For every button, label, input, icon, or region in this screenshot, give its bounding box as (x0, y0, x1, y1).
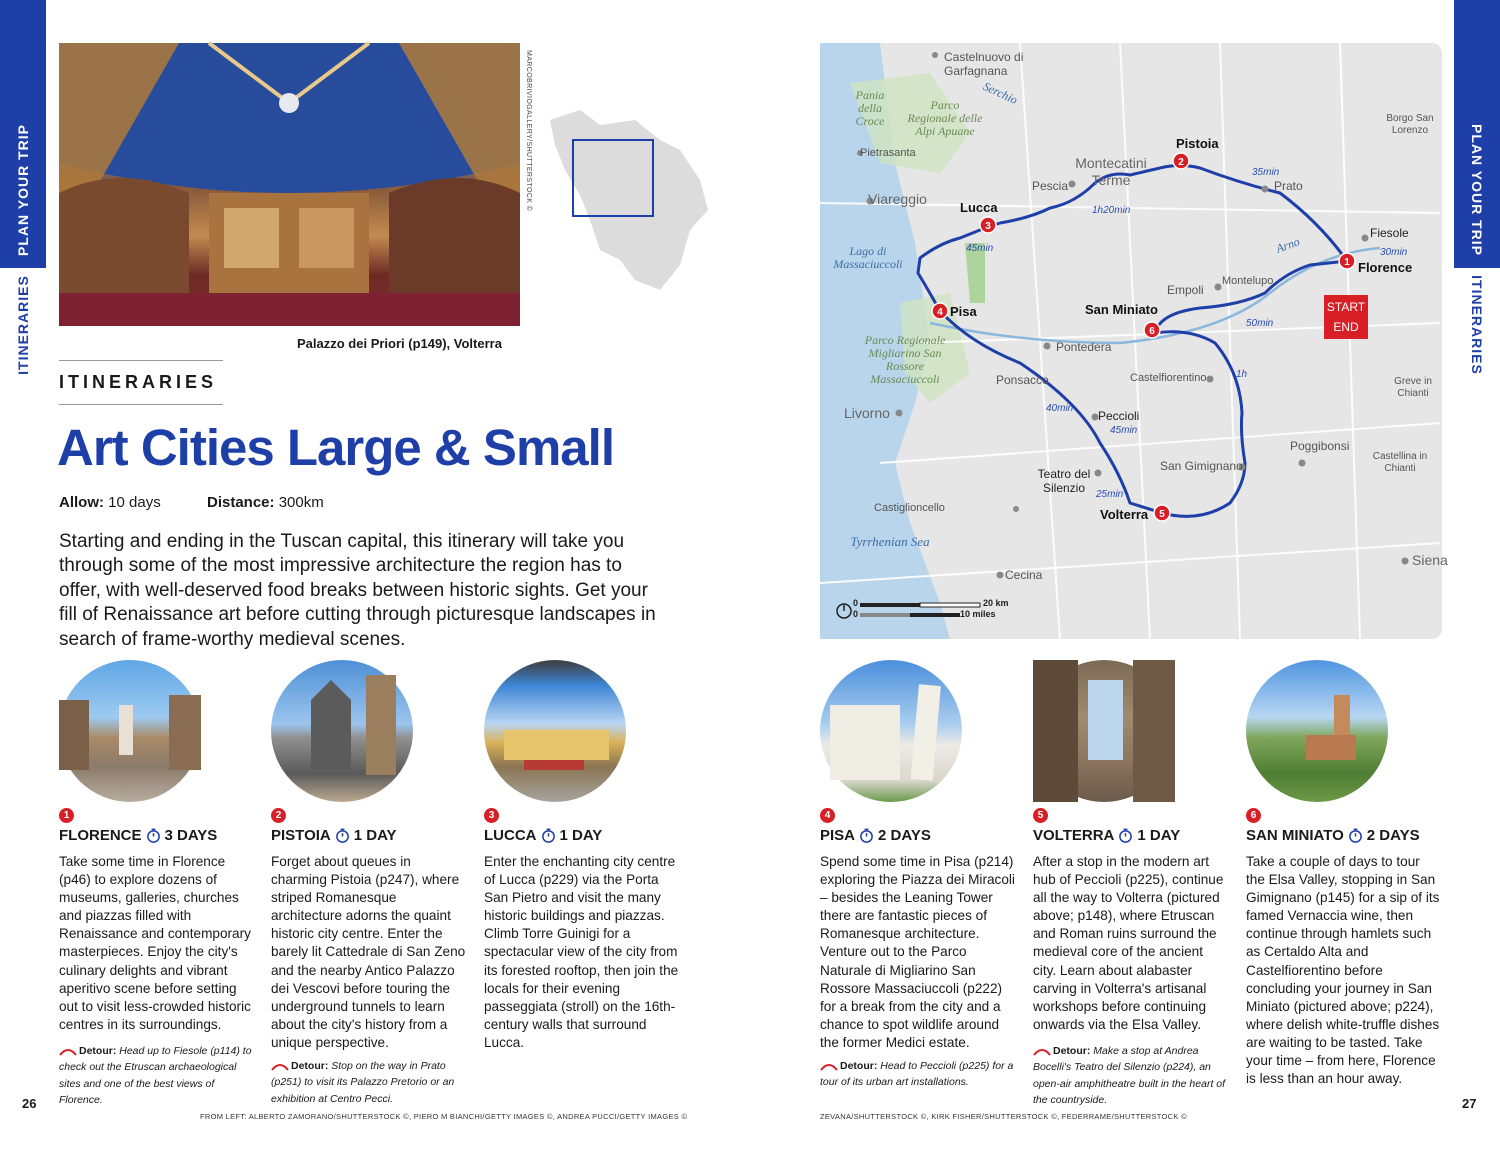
scale-km-zero: 0 (853, 598, 859, 608)
label-cecina: Cecina (1005, 568, 1043, 582)
label-castelfiorentino: Castelfiorentino (1130, 372, 1207, 384)
san-miniato-photo (1246, 660, 1388, 802)
stop-description: Forget about queues in charming Pistoia (p247), where striped Romanesque architecture adorns the quaint historic city centre. Enter the barely lit Cattedrale di San Zeno and the nearby Antico Palazzo dei Vescovi before touring the underground tunnels to learn about the city's history from a unique perspective. (271, 854, 466, 1050)
stop-number: 5 (1033, 808, 1048, 823)
intro-paragraph: Starting and ending in the Tuscan capital, this itinerary will take you through some of the most impressive architecture the region has to offer, with well-deserved food breaks between historic sights. Get your fill of Renaissance art before cutting through picturesque landscapes in search of frame-worthy medieval scenes. (59, 531, 656, 650)
stop-heading: FLORENCE 3 DAYS (59, 827, 218, 844)
label-livorno: Livorno (844, 405, 890, 421)
detour-icon (271, 1062, 289, 1071)
stop-florence (59, 660, 259, 1106)
detour-icon (1033, 1047, 1051, 1056)
label-empoli: Empoli (1167, 283, 1204, 297)
label-parco-migliarino: Parco Regionale Migliarino San Rossore Massaciuccoli (864, 333, 946, 386)
stop-heading: VOLTERRA 1 DAY (1033, 827, 1181, 844)
time-label: 25min (1096, 489, 1124, 500)
hero-photo-palazzo (59, 43, 520, 326)
label-volterra: Volterra (1100, 507, 1149, 522)
label-ponsacco: Ponsacco (996, 373, 1049, 387)
stop-number: 1 (59, 808, 74, 823)
distance-info: Distance: 300km (207, 494, 324, 511)
hero-photo-credit: MARCOBRIVIOGALLERY/SHUTTERSTOCK © (525, 50, 532, 212)
side-tab-plan: PLAN YOUR TRIP (15, 124, 32, 256)
svg-text:2: 2 (1178, 157, 1184, 168)
label-siena: Siena (1412, 552, 1448, 568)
label-san-miniato: San Miniato (1085, 302, 1158, 317)
start-end-badge: START END (1324, 295, 1368, 339)
clock-icon (146, 828, 161, 843)
stop-pisa (820, 660, 1020, 1089)
stop-description: Enter the enchanting city centre of Lucca (p229) via the Porta San Pietro and visit the many historic buildings and piazzas. Climb Torre Guinigi for a spectacular view of the city from its forested rooftop, then join the locals for their evening passeggiata (stroll) on the 16th-century walls that surround Lucca. (484, 854, 679, 1050)
tuscany-locator-map (540, 100, 715, 295)
hero-caption: Palazzo dei Priori (p149), Volterra (297, 336, 502, 351)
page-number-left: 26 (22, 1096, 37, 1111)
label-peccioli: Peccioli (1098, 409, 1140, 423)
stop-heading: PISA 2 DAYS (820, 827, 931, 844)
label-prato: Prato (1274, 179, 1303, 193)
photo-credits-left: FROM LEFT: ALBERTO ZAMORANO/SHUTTERSTOCK ©, PIERO M BIANCHI/GETTY IMAGES ©, ANDREA PUCCI/GETTY IMAGES © (200, 1112, 688, 1121)
right-side-tab (1454, 0, 1500, 1154)
time-label: 45min (966, 243, 994, 254)
svg-text:3: 3 (985, 221, 991, 232)
label-pisa: Pisa (950, 304, 977, 319)
time-label: 35min (1252, 167, 1280, 178)
rule-top (59, 360, 223, 361)
stop-volterra (1033, 660, 1233, 1106)
label-teatro: Teatro del Silenzio (1037, 467, 1091, 495)
scale-mi-label: 10 miles (960, 609, 996, 619)
stop-description: Take some time in Florence (p46) to explore dozens of museums, galleries, churches and piazzas filled with Renaissance and contemporary masterpieces. Enjoy the city's culinary delights and vibrant aperitivo scene before setting out to visit less-crowded historic centres in its surroundings. (59, 854, 251, 1032)
label-pontedera: Pontedera (1056, 340, 1112, 354)
pistoia-photo (271, 660, 413, 802)
label-pistoia: Pistoia (1176, 136, 1219, 151)
label-castiglioncello: Castiglioncello (874, 502, 945, 514)
scale-mi-zero: 0 (853, 609, 859, 619)
scale-km-label: 20 km (983, 598, 1009, 608)
stop-heading: SAN MINIATO 2 DAYS (1246, 827, 1420, 844)
label-pescia: Pescia (1032, 179, 1069, 193)
label-florence: Florence (1358, 260, 1413, 275)
stop-number: 3 (484, 808, 499, 823)
label-tyrrhenian: Tyrrhenian Sea (850, 534, 930, 549)
svg-text:5: 5 (1159, 509, 1165, 520)
time-label: 40min (1046, 403, 1074, 414)
svg-text:4: 4 (937, 307, 943, 318)
florence-photo (59, 660, 201, 802)
label-castellina: Castellina in Chianti (1372, 451, 1428, 474)
label-arno: Arno (1274, 234, 1302, 256)
label-greve: Greve in Chianti (1394, 376, 1432, 399)
stop-detour: Detour: Stop on the way in Prato (p251) to visit its Palazzo Pretorio or an exhibition at Centro Pecci. (271, 1060, 455, 1105)
rule-bottom (59, 404, 223, 405)
stop-pistoia (271, 660, 471, 1105)
stop-heading: PISTOIA 1 DAY (271, 827, 397, 844)
side-tab-itineraries: ITINERARIES (1469, 275, 1485, 375)
photo-credits-right: ZEVANA/SHUTTERSTOCK ©, KIRK FISHER/SHUTTERSTOCK ©, FEDERRAME/SHUTTERSTOCK © (820, 1112, 1187, 1121)
time-label: 30min (1380, 247, 1408, 258)
volterra-photo (1033, 660, 1175, 802)
label-serchio: Serchio (980, 79, 1020, 108)
label-montecatini: Montecatini Terme (1075, 155, 1147, 188)
page-title: Art Cities Large & Small (57, 419, 614, 476)
clock-icon (335, 828, 350, 843)
stop-detour: Detour: Head up to Fiesole (p114) to check out the Etruscan archaeological sites and one of the best views of Florence. (59, 1045, 252, 1106)
pisa-photo (820, 660, 962, 802)
stop-description: Take a couple of days to tour the Elsa Valley, stopping in San Gimignano (p145) for a sip of its famed Vernaccia wine, then continue through hamlets such as Certaldo Alta and Castelfiorentino before concluding your journey in San Miniato (pictured above; p224), where delish white-truffle dishes are waiting to be tasted. Take your time – from here, Florence is less than an hour away. (1246, 854, 1440, 1087)
label-montelupo: Montelupo (1222, 275, 1274, 287)
detour-icon (820, 1062, 838, 1071)
label-fiesole: Fiesole (1370, 226, 1409, 240)
svg-text:1: 1 (1344, 257, 1350, 268)
allow-info: Allow: 10 days (59, 494, 161, 511)
clock-icon (859, 828, 874, 843)
label-parco-apuane: Parco Regionale delle Alpi Apuane (907, 98, 983, 138)
stop-detour: Detour: Head to Peccioli (p225) for a tour of its urban art installations. (820, 1060, 1014, 1089)
stop-description: After a stop in the modern art hub of Peccioli (p225), continue all the way to Volterra (pictured above; p148), where Etruscan and Roman ruins surround the medieval core of the ancient city. Learn about alabaster carving in Volterra's artisanal workshops before continuing onwards via the Elsa Valley. (1033, 854, 1224, 1032)
itinerary-map (820, 43, 1448, 639)
side-tab-itineraries: ITINERARIES (15, 275, 31, 375)
side-tab-plan: PLAN YOUR TRIP (1469, 124, 1486, 256)
label-lago: Lago di Massaciuccoli (833, 244, 903, 271)
page-number-right: 27 (1462, 1096, 1477, 1111)
label-san-gimignano: San Gimignano (1160, 459, 1243, 473)
stop-number: 6 (1246, 808, 1261, 823)
stop-san-miniato (1246, 660, 1446, 1087)
left-side-tab (0, 0, 46, 1154)
label-pania: Pania della Croce (855, 88, 885, 128)
svg-text:6: 6 (1149, 326, 1155, 337)
clock-icon (1118, 828, 1133, 843)
time-label: 50min (1246, 318, 1274, 329)
detour-icon (59, 1047, 77, 1056)
label-viareggio: Viareggio (868, 191, 927, 207)
stop-number: 2 (271, 808, 286, 823)
clock-icon (541, 828, 556, 843)
label-poggibonsi: Poggibonsi (1290, 439, 1350, 453)
label-lucca: Lucca (960, 200, 998, 215)
stop-lucca (484, 660, 684, 1050)
label-borgo: Borgo San Lorenzo (1386, 113, 1434, 136)
lucca-photo (484, 660, 626, 802)
stop-number: 4 (820, 808, 835, 823)
stop-detour: Detour: Make a stop at Andrea Bocelli's Teatro del Silenzio (p224), an open-air amphitheatre built in the heart of the countryside. (1033, 1045, 1226, 1106)
section-label: ITINERARIES (59, 372, 218, 392)
time-label: 45min (1110, 425, 1138, 436)
time-label: 1h (1236, 369, 1248, 380)
clock-icon (1348, 828, 1363, 843)
stop-description: Spend some time in Pisa (p214) exploring the Piazza dei Miracoli – besides the Leaning Tower there are fantastic pieces of Romanesque architecture. Venture out to the Parco Naturale di Migliarino San Rossore Massaciuccoli (p222) for a break from the city and a chance to spot wildlife around the former Medici estate. (820, 854, 1015, 1050)
stop-heading: LUCCA 1 DAY (484, 827, 603, 844)
label-castelnuovo: Castelnuovo di Garfagnana (944, 50, 1024, 78)
label-pietrasanta: Pietrasanta (860, 147, 916, 159)
time-label: 1h20min (1092, 205, 1131, 216)
